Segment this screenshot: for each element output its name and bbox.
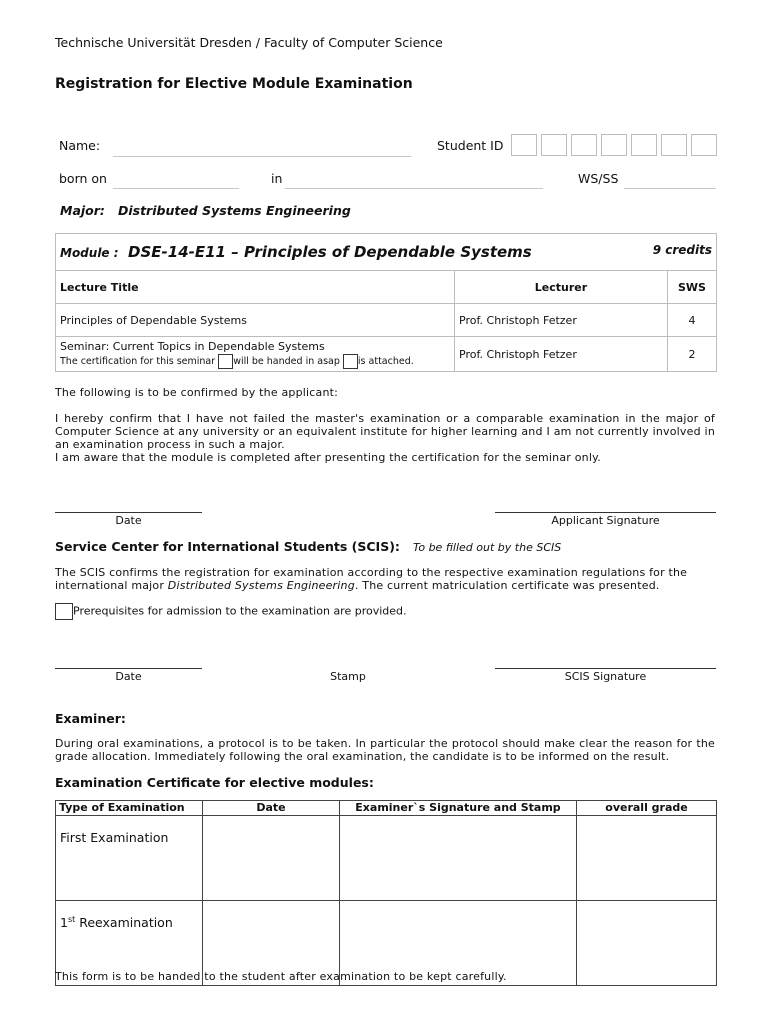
student-id-box[interactable] xyxy=(691,134,717,156)
scis-date-line[interactable] xyxy=(55,668,202,669)
birthplace-field[interactable] xyxy=(285,174,543,189)
major-label: Major: xyxy=(60,203,105,218)
scis-signature-line[interactable] xyxy=(495,668,716,669)
examiner-heading: Examiner: xyxy=(55,711,126,726)
sws-cell: 2 xyxy=(668,337,717,372)
confirm-intro: The following is to be confirmed by the applicant: xyxy=(55,386,339,399)
certificate-heading: Examination Certificate for elective modules: xyxy=(55,775,374,790)
student-id-box[interactable] xyxy=(601,134,627,156)
lecture-title-cell: Principles of Dependable Systems xyxy=(56,304,455,337)
stamp-label: Stamp xyxy=(330,670,366,683)
first-examination-label: First Examination xyxy=(56,816,203,901)
module-name: DSE-14-E11 – Principles of Dependable Systems xyxy=(128,243,532,261)
born-on-label: born on xyxy=(59,171,107,186)
sws-cell: 4 xyxy=(668,304,717,337)
module-column-header-row xyxy=(56,271,717,304)
handed-in-label: will be handed in asap xyxy=(233,355,340,367)
seminar-cell xyxy=(56,337,455,372)
module-credits: 9 credits xyxy=(652,243,712,257)
col-sws: SWS xyxy=(668,271,717,304)
applicant-signature-line[interactable] xyxy=(495,512,716,513)
examiner-text: During oral examinations, a protocol is to be taken. In particular the protocol should make clear the reason for the grade allocation. Immediately following the oral examination, the candidate is to be informed on the result. xyxy=(55,737,715,763)
prerequisites-checkbox[interactable] xyxy=(55,603,73,620)
lecturer-cell: Prof. Christoph Fetzer xyxy=(455,337,668,372)
col-type-of-examination: Type of Examination xyxy=(56,801,203,816)
scis-paragraph xyxy=(55,566,715,592)
birthplace-label: in xyxy=(271,171,283,186)
scis-heading: Service Center for International Students (SCIS): xyxy=(55,539,400,554)
student-id-box[interactable] xyxy=(661,134,687,156)
name-field[interactable] xyxy=(113,142,411,157)
first-exam-grade-cell[interactable] xyxy=(577,816,717,901)
name-label: Name: xyxy=(59,138,101,153)
confirm-seminar-note: I am aware that the module is completed after presenting the certification for the seminar only. xyxy=(55,451,601,464)
seminar-certification-line xyxy=(60,354,450,369)
col-lecture-title: Lecture Title xyxy=(56,271,455,304)
table-row xyxy=(56,816,717,901)
scis-signature-label: SCIS Signature xyxy=(564,670,647,683)
first-exam-date-cell[interactable] xyxy=(203,816,340,901)
attached-checkbox[interactable] xyxy=(343,354,358,369)
scis-paragraph-major: Distributed Systems Engineering xyxy=(167,579,355,592)
col-examiner-signature: Examiner`s Signature and Stamp xyxy=(340,801,577,816)
student-id-label: Student ID xyxy=(437,138,504,153)
scis-date-label: Date xyxy=(115,670,142,683)
student-id-box[interactable] xyxy=(571,134,597,156)
major-line xyxy=(60,203,351,218)
reexam-ordinal: st xyxy=(67,915,76,924)
term-label: WS/SS xyxy=(578,171,619,186)
module-header-cell xyxy=(56,234,717,271)
handed-in-checkbox[interactable] xyxy=(218,354,233,369)
col-date: Date xyxy=(203,801,340,816)
major-value: Distributed Systems Engineering xyxy=(117,203,351,218)
examination-table xyxy=(55,800,717,986)
born-on-field[interactable] xyxy=(113,174,239,189)
attached-label: is attached. xyxy=(357,355,414,367)
module-header-row xyxy=(56,234,717,271)
student-id-boxes[interactable] xyxy=(511,134,717,156)
term-field[interactable] xyxy=(624,174,716,189)
footer-note: This form is to be handed to the student after examination to be kept carefully. xyxy=(55,970,507,983)
module-label: Module : xyxy=(60,246,119,260)
applicant-date-label: Date xyxy=(115,514,142,527)
scis-paragraph-b: . The current matriculation certificate was presented. xyxy=(354,579,660,592)
scis-paragraph-a: The SCIS confirms the registration for examination according to the respective examination regulations for the international major xyxy=(55,566,688,592)
scis-heading-line xyxy=(55,539,561,554)
student-id-box[interactable] xyxy=(631,134,657,156)
confirm-paragraph: I hereby confirm that I have not failed the master's examination or a comparable examination in the major of Computer Science at any university or an equivalent institute for higher learning and I am not currently involved in an examination process in such a major. xyxy=(55,412,715,451)
scis-note: To be filled out by the SCIS xyxy=(412,541,562,554)
lecture-title-cell: Seminar: Current Topics in Dependable Systems xyxy=(60,339,325,353)
certification-text: The certification for this seminar xyxy=(60,355,216,367)
table-row xyxy=(56,304,717,337)
module-table xyxy=(55,233,717,372)
applicant-signature-label: Applicant Signature xyxy=(551,514,660,527)
document-title: Registration for Elective Module Examination xyxy=(55,76,413,92)
lecturer-cell: Prof. Christoph Fetzer xyxy=(455,304,668,337)
student-id-box[interactable] xyxy=(511,134,537,156)
student-id-box[interactable] xyxy=(541,134,567,156)
reexam-text: Reexamination xyxy=(75,915,173,931)
reexam-number: 1 xyxy=(60,915,68,931)
table-row xyxy=(56,337,717,372)
exam-header-row xyxy=(56,801,717,816)
prerequisites-line xyxy=(55,603,407,620)
prerequisites-label: Prerequisites for admission to the examination are provided. xyxy=(73,604,407,618)
applicant-date-line[interactable] xyxy=(55,512,202,513)
col-lecturer: Lecturer xyxy=(455,271,668,304)
university-header: Technische Universität Dresden / Faculty of Computer Science xyxy=(55,35,443,50)
first-exam-signature-cell[interactable] xyxy=(340,816,577,901)
col-overall-grade: overall grade xyxy=(577,801,717,816)
